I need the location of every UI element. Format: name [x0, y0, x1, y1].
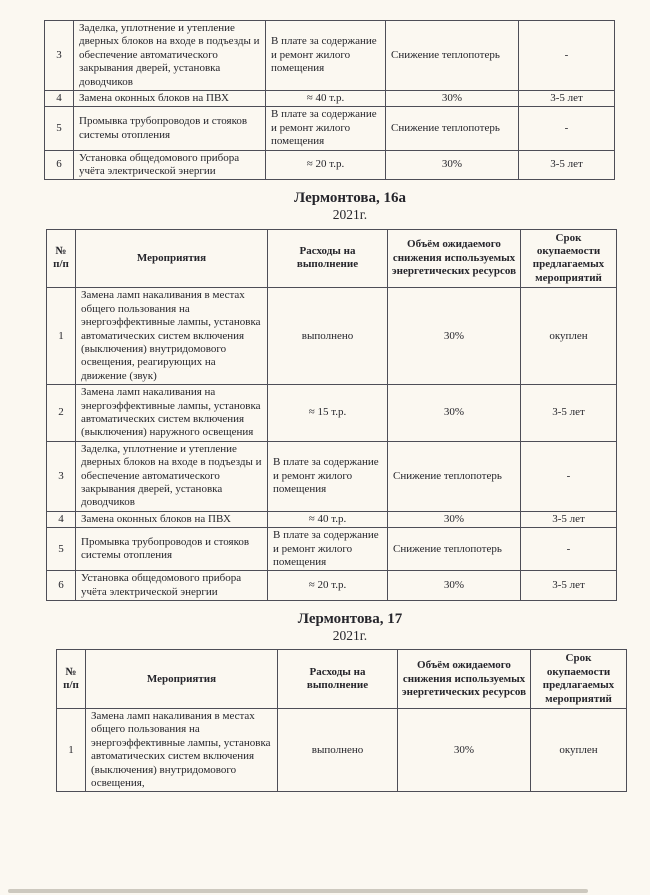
cell-row-number: 6 [47, 571, 76, 601]
cell-costs: В плате за содержание и ремонт жилого помещения [268, 441, 388, 511]
cell-payback: - [521, 528, 617, 571]
cell-row-number: 3 [45, 21, 74, 91]
cell-row-number: 4 [45, 91, 74, 107]
table-row [47, 571, 617, 601]
col-header-measures: Мероприятия [86, 650, 278, 709]
cell-reduction: Снижение теплопотерь [386, 21, 519, 91]
cell-reduction: Снижение теплопотерь [388, 528, 521, 571]
table-16a [46, 229, 617, 602]
table-row [45, 150, 615, 180]
cell-payback: 3-5 лет [519, 91, 615, 107]
cell-reduction: 30% [386, 91, 519, 107]
cell-reduction: Снижение теплопотерь [386, 107, 519, 150]
table-row [47, 288, 617, 385]
table-row [47, 441, 617, 511]
col-header-reduction: Объём ожидаемого снижения используемых энергетических ресурсов [398, 650, 531, 709]
address-title: Лермонтова, 17 [297, 611, 403, 628]
cell-payback: окуплен [531, 709, 627, 792]
cell-costs: ≈ 20 т.р. [268, 571, 388, 601]
address-title: Лермонтова, 16а [294, 190, 406, 207]
table-row [47, 511, 617, 527]
col-header-costs: Расходы на выполнение [278, 650, 398, 709]
cell-costs: В плате за содержание и ремонт жилого помещения [268, 528, 388, 571]
col-header-num: № п/п [57, 650, 86, 709]
cell-reduction: 30% [398, 709, 531, 792]
cell-measures: Заделка, уплотнение и утепление дверных блоков на входе в подъезды и обеспечение автоматического закрывания дверей, установка доводчиков [74, 21, 266, 91]
cell-row-number: 6 [45, 150, 74, 180]
year-label: 2021г. [332, 207, 368, 223]
cell-reduction: 30% [388, 385, 521, 442]
table-row [45, 107, 615, 150]
col-header-costs: Расходы на выполнение [268, 229, 388, 288]
cell-measures: Замена ламп накаливания в местах общего пользования на энергоэффективные лампы, установка автоматических систем включения (выключения) внутридомового освещения, реагирующих на движение (звук) [76, 288, 268, 385]
cell-measures: Промывка трубопроводов и стояков системы отопления [76, 528, 268, 571]
cell-row-number: 1 [57, 709, 86, 792]
col-header-reduction: Объём ожидаемого снижения используемых энергетических ресурсов [388, 229, 521, 288]
section-heading-17 [0, 610, 650, 644]
cell-payback: - [519, 107, 615, 150]
cell-payback: 3-5 лет [521, 511, 617, 527]
cell-costs: выполнено [268, 288, 388, 385]
cell-measures: Установка общедомового прибора учёта электрической энергии [76, 571, 268, 601]
cell-payback: - [519, 21, 615, 91]
cell-costs: В плате за содержание и ремонт жилого помещения [266, 21, 386, 91]
table-header-row [57, 650, 627, 709]
cell-reduction: 30% [388, 571, 521, 601]
cell-costs: В плате за содержание и ремонт жилого помещения [266, 107, 386, 150]
cell-payback: окуплен [521, 288, 617, 385]
cell-costs: ≈ 15 т.р. [268, 385, 388, 442]
cell-payback: 3-5 лет [521, 385, 617, 442]
cell-payback: - [521, 441, 617, 511]
cell-row-number: 4 [47, 511, 76, 527]
cell-reduction: 30% [388, 511, 521, 527]
col-header-payback: Срок окупаемости предлагаемых мероприятий [531, 650, 627, 709]
cell-costs: ≈ 40 т.р. [266, 91, 386, 107]
cell-measures: Заделка, уплотнение и утепление дверных блоков на входе в подъезды и обеспечение автоматического закрывания дверей, установка доводчиков [76, 441, 268, 511]
cell-reduction: 30% [388, 288, 521, 385]
scan-edge-artifact [8, 889, 588, 893]
cell-measures: Установка общедомового прибора учёта электрической энергии [74, 150, 266, 180]
cell-costs: ≈ 40 т.р. [268, 511, 388, 527]
table-row [47, 385, 617, 442]
table-header-row [47, 229, 617, 288]
col-header-measures: Мероприятия [76, 229, 268, 288]
table-row [57, 709, 627, 792]
cell-row-number: 3 [47, 441, 76, 511]
col-header-num: № п/п [47, 229, 76, 288]
top-table [44, 20, 615, 180]
cell-reduction: Снижение теплопотерь [388, 441, 521, 511]
cell-row-number: 5 [45, 107, 74, 150]
table-row [45, 91, 615, 107]
section-heading-16a [0, 189, 650, 223]
cell-measures: Замена ламп накаливания в местах общего пользования на энергоэффективные лампы, установка автоматических систем включения (выключения) внутридомового освещения, [86, 709, 278, 792]
table-17 [56, 649, 627, 792]
col-header-payback: Срок окупаемости предлагаемых мероприятий [521, 229, 617, 288]
cell-costs: ≈ 20 т.р. [266, 150, 386, 180]
year-label: 2021г. [332, 628, 368, 644]
cell-measures: Замена оконных блоков на ПВХ [76, 511, 268, 527]
cell-measures: Промывка трубопроводов и стояков системы отопления [74, 107, 266, 150]
cell-row-number: 1 [47, 288, 76, 385]
cell-payback: 3-5 лет [519, 150, 615, 180]
cell-reduction: 30% [386, 150, 519, 180]
table-row [47, 528, 617, 571]
cell-measures: Замена оконных блоков на ПВХ [74, 91, 266, 107]
cell-row-number: 5 [47, 528, 76, 571]
cell-payback: 3-5 лет [521, 571, 617, 601]
cell-row-number: 2 [47, 385, 76, 442]
table-row [45, 21, 615, 91]
cell-measures: Замена ламп накаливания на энергоэффективные лампы, установка автоматических систем включения (выключения) наружного освещения [76, 385, 268, 442]
cell-costs: выполнено [278, 709, 398, 792]
